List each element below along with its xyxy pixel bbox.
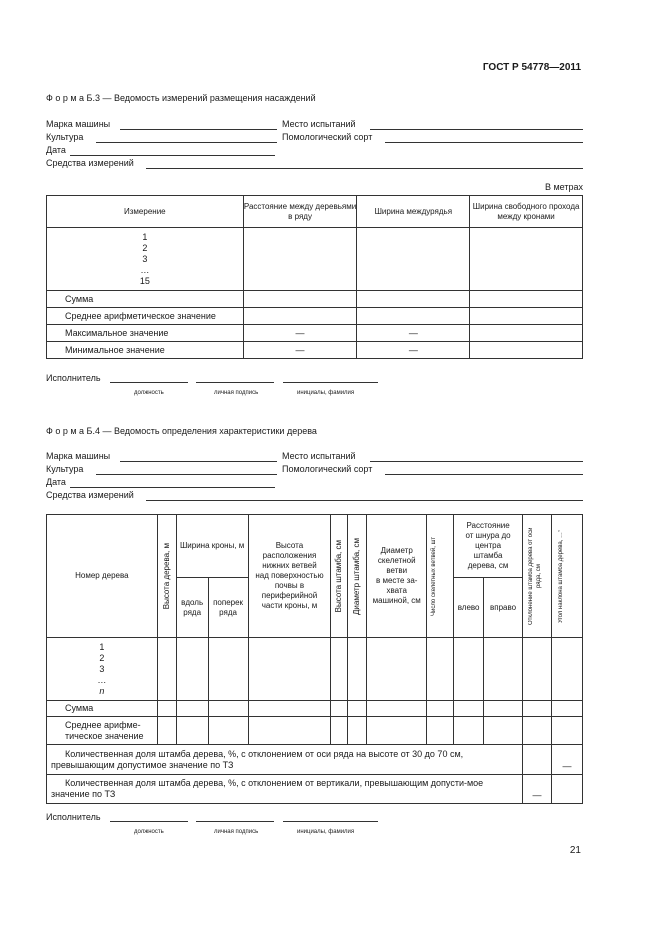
cell-input[interactable] bbox=[248, 701, 331, 717]
dash-cell: — bbox=[357, 342, 470, 359]
header-vpravo: вправо bbox=[484, 578, 523, 638]
cell-input[interactable] bbox=[208, 701, 248, 717]
dolzhnost-line[interactable] bbox=[110, 821, 188, 822]
row-dolya-otklonenie: Количественная доля штамба дерева, %, с отклонением от оси ряда на высоте от 30 до 70 см, превышающим допустимое значение по ТЗ bbox=[47, 745, 523, 775]
num-1: 1 bbox=[99, 641, 105, 652]
cell-input[interactable] bbox=[243, 308, 357, 325]
num-2: 2 bbox=[99, 652, 105, 663]
cell-input[interactable] bbox=[551, 638, 582, 701]
cell-input[interactable] bbox=[470, 325, 583, 342]
dolzhnost-line[interactable] bbox=[110, 382, 188, 383]
header-rasstoyanie: Расстояние от шнура до центра штамба дерева, см bbox=[454, 515, 523, 578]
cell-input[interactable] bbox=[176, 638, 208, 701]
field-line-kultura[interactable] bbox=[96, 142, 277, 143]
fio-line[interactable] bbox=[283, 382, 378, 383]
header-diametr-shtamba: Диаметр штамба, см bbox=[348, 515, 367, 638]
cell-input[interactable] bbox=[470, 291, 583, 308]
field-label-sort: Помологический сорт bbox=[282, 464, 373, 474]
dash-cell: — bbox=[357, 325, 470, 342]
cell-input[interactable] bbox=[427, 701, 454, 717]
header-prohod: Ширина свободного прохода между кронами bbox=[470, 196, 583, 228]
field-label-data: Дата bbox=[46, 477, 66, 487]
field-line-data[interactable] bbox=[70, 487, 275, 488]
row-srednee: Среднее арифметическое значение bbox=[47, 308, 244, 325]
field-label-sort: Помологический сорт bbox=[282, 132, 373, 142]
row-max: Максимальное значение bbox=[47, 325, 244, 342]
num-1: 1 bbox=[142, 231, 148, 242]
row-dolya-vertikal: Количественная доля штамба дерева, %, с отклонением от вертикали, превышающим допусти-мое значение по ТЗ bbox=[47, 775, 523, 804]
field-line-mesto[interactable] bbox=[370, 129, 583, 130]
fio-caption: инициалы, фамилия bbox=[297, 390, 355, 396]
cell-input[interactable] bbox=[470, 342, 583, 359]
cell-input[interactable] bbox=[523, 717, 552, 745]
podpis-line[interactable] bbox=[196, 382, 274, 383]
num-15: 15 bbox=[139, 275, 150, 286]
field-label-kultura: Культура bbox=[46, 132, 84, 142]
cell-input[interactable] bbox=[367, 701, 427, 717]
fio-caption: инициалы, фамилия bbox=[297, 829, 355, 835]
field-label-sredstva: Средства измерений bbox=[46, 490, 134, 500]
header-vysota-vetvey: Высота расположения нижних ветвей над поверхностью почвы в периферийной части кроны, м bbox=[248, 515, 331, 638]
dash-cell: — bbox=[523, 775, 552, 804]
cell-input[interactable] bbox=[331, 717, 348, 745]
cell-input[interactable] bbox=[454, 638, 484, 701]
cell-input[interactable] bbox=[208, 717, 248, 745]
cell-input[interactable] bbox=[357, 228, 470, 291]
field-label-kultura: Культура bbox=[46, 464, 84, 474]
num-2: 2 bbox=[142, 242, 148, 253]
num-ellipsis: … bbox=[140, 264, 150, 275]
field-label-sredstva: Средства измерений bbox=[46, 158, 134, 168]
cell-input[interactable] bbox=[248, 638, 331, 701]
num-3: 3 bbox=[142, 253, 148, 264]
field-line-sredstva[interactable] bbox=[146, 500, 583, 501]
row-summa: Сумма bbox=[47, 291, 244, 308]
header-poperek: поперек ряда bbox=[208, 578, 248, 638]
units-label: В метрах bbox=[544, 182, 583, 192]
cell-input[interactable] bbox=[551, 701, 582, 717]
cell-input[interactable] bbox=[367, 638, 427, 701]
cell-input[interactable] bbox=[243, 291, 357, 308]
num-n: n bbox=[99, 685, 105, 696]
row-srednee: Среднее арифме-тическое значение bbox=[47, 717, 158, 745]
form-b3-title: Ф о р м а Б.3 — Ведомость измерений размещения насаждений bbox=[46, 93, 316, 103]
ispolnitel-label: Исполнитель bbox=[46, 373, 101, 383]
cell-input[interactable] bbox=[243, 228, 357, 291]
cell-input[interactable] bbox=[454, 701, 484, 717]
cell-input[interactable] bbox=[454, 717, 484, 745]
header-diametr-vetvi: Диаметр скелетной ветви в месте за- хвата машиной, см bbox=[367, 515, 427, 638]
header-vlevo: влево bbox=[454, 578, 484, 638]
header-vysota-shtamba: Высота штамба, см bbox=[331, 515, 348, 638]
field-label-marka: Марка машины bbox=[46, 119, 111, 129]
row-min: Минимальное значение bbox=[47, 342, 244, 359]
dolzhnost-caption: должность bbox=[134, 390, 164, 396]
cell-input[interactable] bbox=[484, 638, 523, 701]
fio-line[interactable] bbox=[283, 821, 378, 822]
cell-input[interactable] bbox=[176, 717, 208, 745]
header-vdol: вдоль ряда bbox=[176, 578, 208, 638]
cell-input[interactable] bbox=[357, 308, 470, 325]
cell-input[interactable] bbox=[484, 717, 523, 745]
cell-input[interactable] bbox=[348, 701, 367, 717]
cell-input[interactable] bbox=[157, 717, 176, 745]
field-line-sort[interactable] bbox=[385, 142, 583, 143]
header-izmerenie: Измерение bbox=[47, 196, 244, 228]
cell-input[interactable] bbox=[523, 701, 552, 717]
cell-input[interactable] bbox=[470, 228, 583, 291]
cell-input[interactable] bbox=[367, 717, 427, 745]
cell-input[interactable] bbox=[348, 638, 367, 701]
row-numbers bbox=[47, 228, 244, 291]
podpis-caption: личная подпись bbox=[214, 829, 259, 835]
cell-input[interactable] bbox=[551, 775, 582, 804]
field-line-data[interactable] bbox=[70, 155, 275, 156]
field-line-sredstva[interactable] bbox=[146, 168, 583, 169]
field-line-mesto[interactable] bbox=[370, 461, 583, 462]
field-label-data: Дата bbox=[46, 145, 66, 155]
podpis-caption: личная подпись bbox=[214, 390, 259, 396]
cell-input[interactable] bbox=[357, 291, 470, 308]
cell-input[interactable] bbox=[551, 717, 582, 745]
field-line-marka[interactable] bbox=[120, 461, 277, 462]
cell-input[interactable] bbox=[348, 717, 367, 745]
dolzhnost-caption: должность bbox=[134, 829, 164, 835]
table-b4 bbox=[46, 514, 583, 804]
dash-cell: — bbox=[243, 325, 357, 342]
cell-input[interactable] bbox=[484, 701, 523, 717]
cell-input[interactable] bbox=[331, 701, 348, 717]
num-3: 3 bbox=[99, 663, 105, 674]
row-numbers bbox=[47, 638, 158, 701]
cell-input[interactable] bbox=[157, 638, 176, 701]
page-number: 21 bbox=[569, 845, 581, 856]
cell-input[interactable] bbox=[427, 638, 454, 701]
cell-input[interactable] bbox=[331, 638, 348, 701]
header-shirina: Ширина междурядья bbox=[357, 196, 470, 228]
row-summa: Сумма bbox=[47, 701, 158, 717]
table-b3 bbox=[46, 195, 583, 359]
header-otklonenie: Отклонение штамба дерева от оси ряда, см bbox=[523, 515, 552, 638]
cell-input[interactable] bbox=[248, 717, 331, 745]
field-label-marka: Марка машины bbox=[46, 451, 111, 461]
header-nomer: Номер дерева bbox=[47, 515, 158, 638]
cell-input[interactable] bbox=[176, 701, 208, 717]
dash-cell: — bbox=[551, 745, 582, 775]
podpis-line[interactable] bbox=[196, 821, 274, 822]
dash-cell: — bbox=[243, 342, 357, 359]
gost-number: ГОСТ Р 54778—2011 bbox=[482, 62, 581, 73]
header-chislo: Число скелетных ветвей, шт bbox=[427, 515, 454, 638]
field-label-mesto: Место испытаний bbox=[282, 451, 356, 461]
cell-input[interactable] bbox=[208, 638, 248, 701]
field-line-kultura[interactable] bbox=[96, 474, 277, 475]
header-rasstoyanie: Расстояние между деревьями в ряду bbox=[243, 196, 357, 228]
cell-input[interactable] bbox=[523, 745, 552, 775]
header-shirina: Ширина кроны, м bbox=[176, 515, 248, 578]
num-ellipsis: … bbox=[97, 674, 107, 685]
cell-input[interactable] bbox=[157, 701, 176, 717]
form-b4-title: Ф о р м а Б.4 — Ведомость определения характеристики дерева bbox=[46, 426, 317, 436]
cell-input[interactable] bbox=[470, 308, 583, 325]
ispolnitel-label: Исполнитель bbox=[46, 812, 101, 822]
cell-input[interactable] bbox=[427, 717, 454, 745]
field-label-mesto: Место испытаний bbox=[282, 119, 356, 129]
field-line-sort[interactable] bbox=[385, 474, 583, 475]
header-ugol: Угол наклона штамба дерева, …° bbox=[551, 515, 582, 638]
field-line-marka[interactable] bbox=[120, 129, 277, 130]
cell-input[interactable] bbox=[523, 638, 552, 701]
header-vysota: Высота дерева, м bbox=[157, 515, 176, 638]
